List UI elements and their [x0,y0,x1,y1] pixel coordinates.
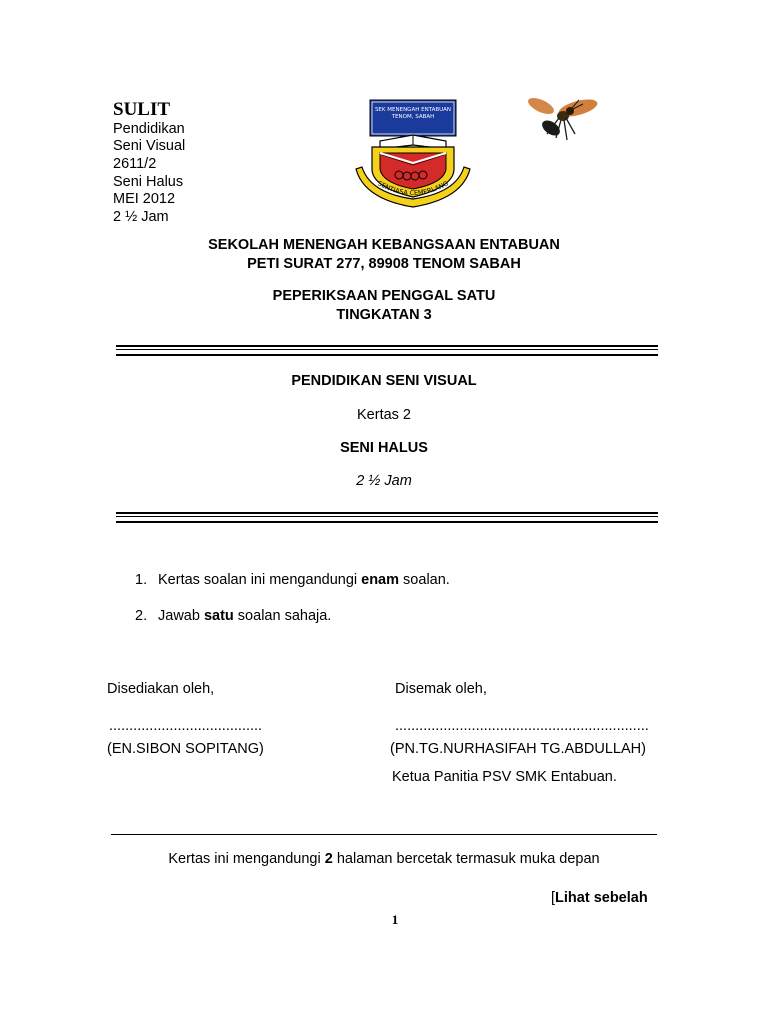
classification-label: SULIT [113,99,171,120]
instruction-item: 2. Jawab satu soalan sahaja. [135,608,332,624]
checked-by-label: Disemak oleh, [395,681,487,697]
prepared-by-signature-line: ...................................... [109,718,263,734]
school-address: PETI SURAT 277, 89908 TENOM SABAH [247,256,521,272]
paper-number: Kertas 2 [357,407,411,423]
checked-by-signature-line: ............................................................... [395,718,649,734]
checked-by-title: Ketua Panitia PSV SMK Entabuan. [392,769,617,785]
double-divider-top [116,345,658,356]
meta-paper: Seni Halus [113,174,184,190]
checked-by-name: (PN.TG.NURHASIFAH TG.ABDULLAH) [390,741,646,757]
crest-motto: SENTIASA CEMERLANG [376,179,450,198]
subject-title: PENDIDIKAN SENI VISUAL [291,373,477,389]
prepared-by-label: Disediakan oleh, [107,681,215,697]
double-divider-bottom [116,512,658,523]
next-page-note: [Lihat sebelah [551,890,648,906]
section-title: SENI HALUS [340,440,428,456]
footer-divider [111,834,657,835]
meta-duration: 2 ½ Jam [113,209,169,225]
exam-title: PEPERIKSAAN PENGGAL SATU [272,288,496,304]
form-level: TINGKATAN 3 [336,307,432,323]
meta-subject-2: Seni Visual [113,138,186,154]
meta-code: 2611/2 [113,156,157,172]
school-crest-logo [352,97,474,211]
instruction-item: 1. Kertas soalan ini mengandungi enam soalan. [135,572,450,588]
page-number: 1 [391,912,399,927]
prepared-by-name: (EN.SIBON SOPITANG) [107,741,264,757]
crest-banner-text-2: TENOM, SABAH [391,114,435,120]
wasp-illustration [523,94,599,152]
page-count-note: Kertas ini mengandungi 2 halaman bercetak termasuk muka depan [168,851,600,867]
crest-banner-text: SEK MENENGAH ENTABUAN [374,107,452,113]
exam-duration: 2 ½ Jam [356,473,412,489]
meta-subject: Pendidikan [113,121,185,137]
meta-date: MEI 2012 [113,191,176,207]
school-name: SEKOLAH MENENGAH KEBANGSAAN ENTABUAN [208,237,560,253]
